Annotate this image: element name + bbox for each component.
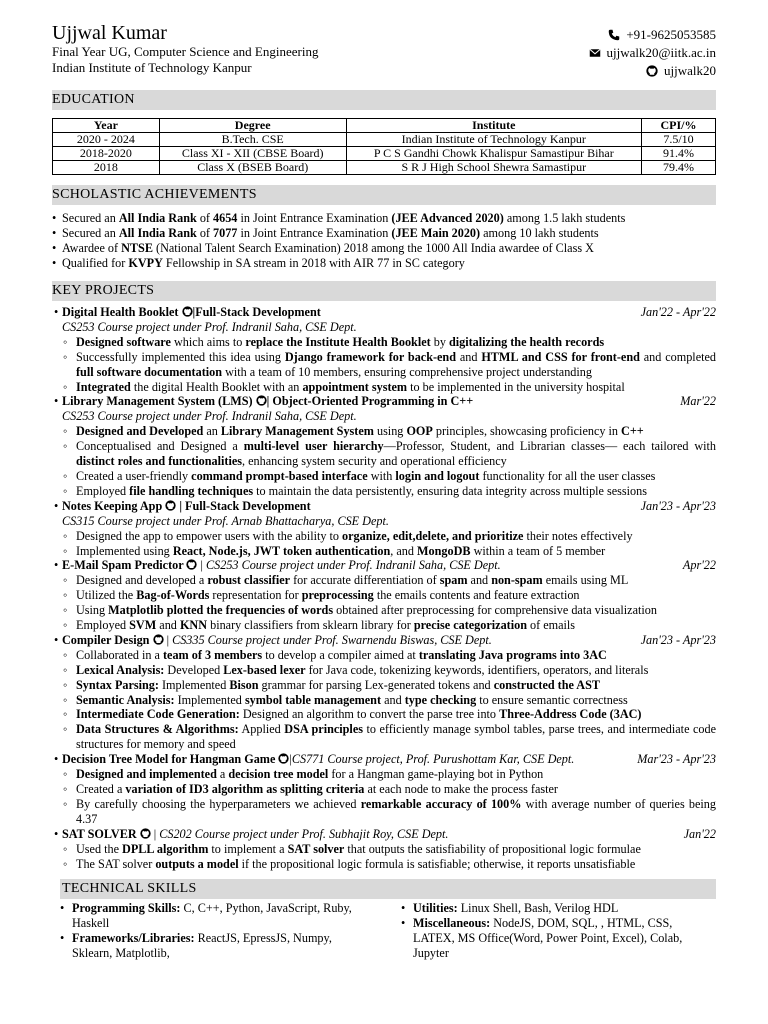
resume-page [52, 20, 716, 961]
achievement-item: • Qualified for KVPY Fellowship in SA stream in 2018 with AIR 77 in SC category [52, 256, 716, 271]
github-row [589, 62, 716, 80]
list-item: ◦ Created a user-friendly command prompt-based interface with login and logout functionality for all the user classes [76, 469, 716, 484]
project-points [52, 573, 716, 633]
list-item: ◦ Successfully implemented this idea using Django framework for back-end and HTML and CSS for front-end and completed full software documentation with a team of 10 members, ensuring comprehensive project understanding [76, 350, 716, 380]
list-item: ◦ Employed file handling techniques to maintain the data persistently, ensuring data integrity across multiple sessions [76, 484, 716, 499]
envelope-icon [589, 47, 601, 59]
list-item: ◦ Conceptualised and Designed a multi-level user hierarchy—Professor, Student, and Librarian classes— each tailored with distinct roles and functionalities, enhancing system security and operational efficiency [76, 439, 716, 469]
github-icon[interactable] [140, 828, 151, 839]
list-item: ◦ Semantic Analysis: Implemented symbol table management and type checking to ensure semantic correctness [76, 693, 716, 708]
project-points [52, 767, 716, 827]
cell-degree: Class X (BSEB Board) [159, 161, 346, 175]
list-item: ◦ Designed and implemented a decision tree model for a Hangman game-playing bot in Python [76, 767, 716, 782]
list-item: ◦ Integrated the digital Health Booklet with an appointment system to be implemented in the university hospital [76, 380, 716, 395]
list-item: ◦ Employed SVM and KNN binary classifiers from sklearn library for precise categorization of emails [76, 618, 716, 633]
project-entry [52, 305, 716, 394]
achievement-item: • Secured an All India Rank of 7077 in Joint Entrance Examination (JEE Main 2020) among 10 lakh students [52, 226, 716, 241]
col-year: Year [53, 119, 160, 133]
resume-header [52, 22, 716, 84]
github-icon[interactable] [182, 306, 193, 317]
section-skills: TECHNICAL SKILLS [60, 879, 716, 899]
project-title: • Digital Health Booklet |Full-Stack Development Jan'22 - Apr'22 [54, 305, 716, 319]
project-course: CS315 Course project under Prof. Arnab Bhattacharya, CSE Dept. [62, 513, 389, 528]
section-achievements: SCHOLASTIC ACHIEVEMENTS [52, 185, 716, 205]
list-item: ◦ Using Matplotlib plotted the frequencies of words obtained after preprocessing for comprehensive data visualization [76, 603, 716, 618]
github-icon[interactable] [186, 559, 197, 570]
col-degree: Degree [159, 119, 346, 133]
cell-institute: P C S Gandhi Chowk Khalispur Samastipur Bihar [346, 147, 642, 161]
project-points [52, 842, 716, 872]
cell-degree: Class XI - XII (CBSE Board) [159, 147, 346, 161]
skills-left-list [52, 901, 375, 961]
education-header-row [53, 119, 716, 133]
cell-year: 2020 - 2024 [53, 133, 160, 147]
skills-block [52, 901, 716, 961]
github-icon[interactable] [278, 753, 289, 764]
achievement-item: • Awardee of NTSE (National Talent Search Examination) 2018 among the 1000 All India awardee of Class X [52, 241, 716, 256]
project-course: CS253 Course project under Prof. Indranil Saha, CSE Dept. [62, 319, 357, 334]
section-projects: KEY PROJECTS [52, 281, 716, 301]
github-icon[interactable] [153, 634, 164, 645]
list-item: ◦ Used the DPLL algorithm to implement a SAT solver that outputs the satisfiability of propositional logic formulae [76, 842, 716, 857]
project-date: Mar'23 - Apr'23 [637, 752, 716, 767]
project-title: • E-Mail Spam Predictor | CS253 Course project under Prof. Indranil Saha, CSE Dept. Apr'22 [54, 558, 716, 573]
project-entry [52, 558, 716, 633]
projects-list [52, 305, 716, 871]
education-table [52, 118, 716, 175]
contact-block [589, 26, 716, 80]
project-date: Jan'23 - Apr'23 [640, 632, 716, 647]
phone-row [589, 26, 716, 44]
cell-cpi: 79.4% [642, 161, 716, 175]
phone-icon [608, 29, 620, 41]
col-institute: Institute [346, 119, 642, 133]
project-title: • Decision Tree Model for Hangman Game |CS771 Course project, Prof. Purushottam Kar, CSE Dept. Mar'23 - Apr'23 [54, 752, 716, 767]
achievements-list [52, 211, 716, 271]
table-row [53, 133, 716, 147]
list-item: ◦ Syntax Parsing: Implemented Bison grammar for parsing Lex-generated tokens and constructed the AST [76, 678, 716, 693]
email-link[interactable]: ujjwalk20@iitk.ac.in [606, 45, 716, 60]
project-points [52, 529, 716, 559]
list-item: ◦ Lexical Analysis: Developed Lex-based lexer for Java code, tokenizing keywords, identifiers, operators, and literals [76, 663, 716, 678]
github-link[interactable]: ujjwalk20 [664, 63, 716, 78]
list-item: ◦ Designed software which aims to replace the Institute Health Booklet by digitalizing the health records [76, 335, 716, 350]
col-cpi: CPI/% [642, 119, 716, 133]
project-entry [52, 394, 716, 498]
github-icon [646, 65, 658, 77]
skills-right-list [393, 901, 716, 961]
project-date: Jan'23 - Apr'23 [640, 498, 716, 513]
github-icon[interactable] [165, 500, 176, 511]
list-item: ◦ Implemented using React, Node.js, JWT token authentication, and MongoDB within a team of 5 member [76, 544, 716, 559]
project-entry [52, 827, 716, 872]
list-item: ◦ The SAT solver outputs a model if the propositional logic formula is satisfiable; otherwise, it reports unsatisfiable [76, 857, 716, 872]
candidate-name: Ujjwal Kumar [52, 22, 167, 44]
skill-item: • Utilities: Linux Shell, Bash, Verilog HDL [413, 901, 716, 916]
project-course: CS253 Course project under Prof. Indranil Saha, CSE Dept. [62, 409, 357, 424]
project-entry [52, 633, 716, 752]
project-entry [52, 499, 716, 559]
phone-text[interactable]: +91-9625053585 [626, 27, 716, 42]
institute-line: Indian Institute of Technology Kanpur [52, 60, 252, 75]
cell-institute: S R J High School Shewra Samastipur [346, 161, 642, 175]
cell-year: 2018 [53, 161, 160, 175]
project-title: • Compiler Design | CS335 Course project under Prof. Swarnendu Biswas, CSE Dept. Jan'23 - Apr'23 [54, 632, 716, 647]
degree-line: Final Year UG, Computer Science and Engineering [52, 44, 319, 59]
project-title: • Library Management System (LMS) | Object-Oriented Programming in C++ Mar'22 [54, 394, 716, 409]
project-points [52, 335, 716, 395]
list-item: ◦ By carefully choosing the hyperparameters we achieved remarkable accuracy of 100% with average number of queries being 4.37 [76, 797, 716, 827]
email-row [589, 44, 716, 62]
list-item: ◦ Collaborated in a team of 3 members to develop a compiler aimed at translating Java programs into 3AC [76, 648, 716, 663]
project-points [52, 648, 716, 752]
project-title: • SAT SOLVER | CS202 Course project under Prof. Subhajit Roy, CSE Dept. Jan'22 [54, 826, 716, 841]
list-item: ◦ Designed and Developed an Library Management System using OOP principles, showcasing proficiency in C++ [76, 424, 716, 439]
project-title: • Notes Keeping App | Full-Stack Development Jan'23 - Apr'23 [54, 498, 716, 513]
list-item: ◦ Utilized the Bag-of-Words representation for preprocessing the emails contents and feature extraction [76, 588, 716, 603]
list-item: ◦ Data Structures & Algorithms: Applied DSA principles to efficiently manage symbol tables, parse trees, and intermediate code structures for memory and speed [76, 722, 716, 752]
project-date: Apr'22 [682, 558, 716, 573]
table-row [53, 161, 716, 175]
achievement-item: • Secured an All India Rank of 4654 in Joint Entrance Examination (JEE Advanced 2020) among 1.5 lakh students [52, 211, 716, 226]
project-date: Jan'22 - Apr'22 [640, 305, 716, 319]
skill-item: • Miscellaneous: NodeJS, DOM, SQL, , HTML, CSS, LATEX, MS Office(Word, Power Point, Excel), Colab, Jupyter [413, 916, 716, 961]
list-item: ◦ Created a variation of ID3 algorithm as splitting criteria at each node to make the process faster [76, 782, 716, 797]
list-item: ◦ Intermediate Code Generation: Designed an algorithm to convert the parse tree into Three-Address Code (3AC) [76, 707, 716, 722]
section-education: EDUCATION [52, 90, 716, 110]
project-date: Mar'22 [680, 394, 716, 409]
project-entry [52, 752, 716, 827]
cell-degree: B.Tech. CSE [159, 133, 346, 147]
cell-cpi: 7.5/10 [642, 133, 716, 147]
list-item: ◦ Designed and developed a robust classifier for accurate differentiation of spam and non-spam emails using ML [76, 573, 716, 588]
skill-item: • Frameworks/Libraries: ReactJS, EpressJS, Numpy, Sklearn, Matplotlib, [72, 931, 375, 961]
cell-cpi: 91.4% [642, 147, 716, 161]
list-item: ◦ Designed the app to empower users with the ability to organize, edit,delete, and prioritize their notes effectively [76, 529, 716, 544]
cell-year: 2018-2020 [53, 147, 160, 161]
cell-institute: Indian Institute of Technology Kanpur [346, 133, 642, 147]
skill-item: • Programming Skills: C, C++, Python, JavaScript, Ruby, Haskell [72, 901, 375, 931]
table-row [53, 147, 716, 161]
project-points [52, 424, 716, 499]
project-date: Jan'22 [683, 826, 716, 841]
github-icon[interactable] [256, 395, 267, 406]
